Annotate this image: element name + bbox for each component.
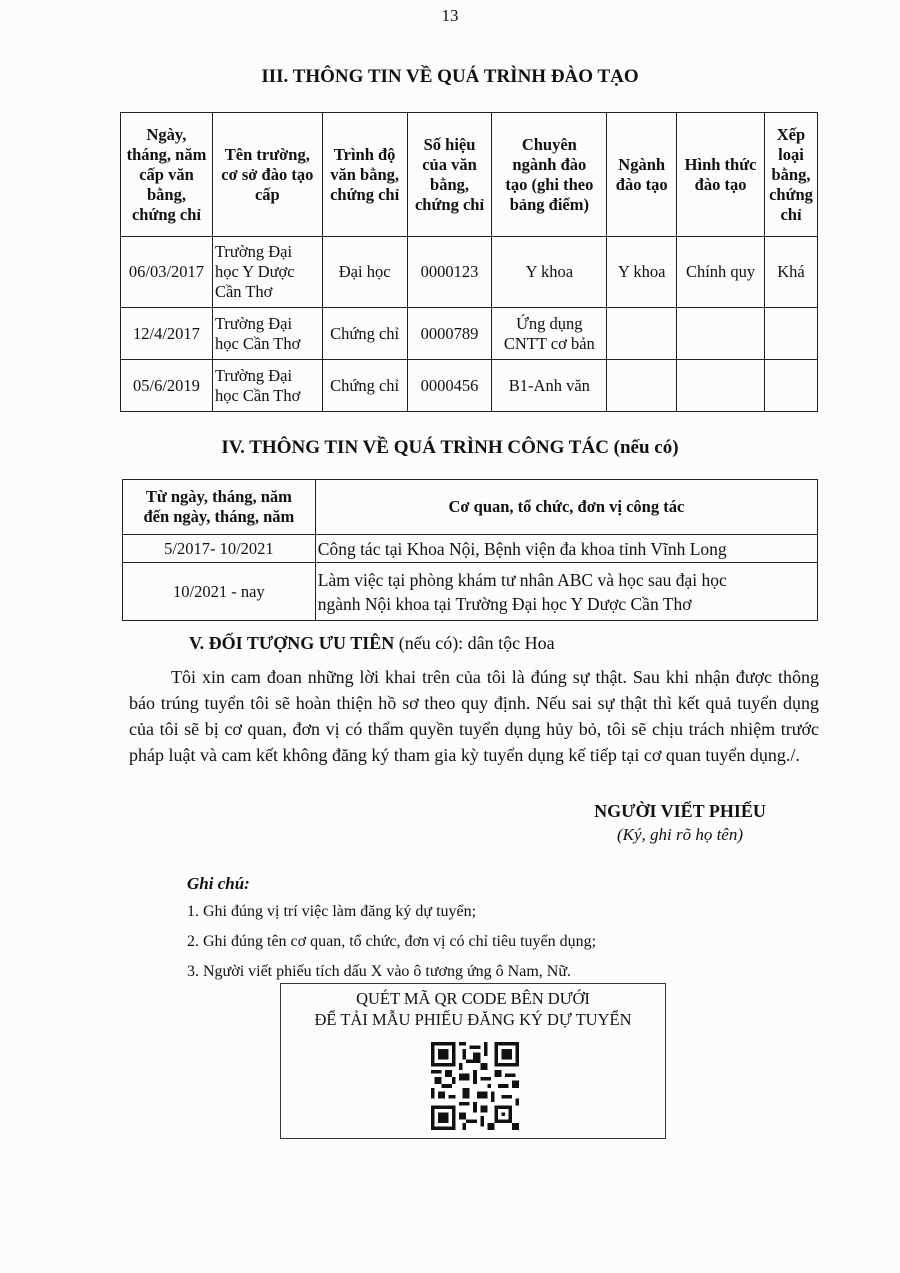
- table-row: [121, 237, 818, 308]
- note-item: 3. Người viết phiếu tích dấu X vào ô tương ứng ô Nam, Nữ.: [187, 963, 571, 980]
- note-item: 2. Ghi đúng tên cơ quan, tổ chức, đơn vị có chỉ tiêu tuyển dụng;: [187, 933, 597, 950]
- table-row: [123, 563, 818, 621]
- cell-organization: Công tác tại Khoa Nội, Bệnh viện đa khoa tỉnh Vĩnh Long: [315, 535, 817, 563]
- cell-school: Trường Đại học Y Dược Cần Thơ: [212, 237, 322, 308]
- priority-value: (nếu có): dân tộc Hoa: [394, 633, 555, 653]
- cell-date: 06/03/2017: [121, 237, 213, 308]
- cell-date: 12/4/2017: [121, 308, 213, 360]
- cell-rank: [764, 360, 817, 412]
- cell-period: 10/2021 - nay: [123, 563, 316, 621]
- training-table: [120, 112, 818, 412]
- note-item: 1. Ghi đúng vị trí việc làm đăng ký dự tuyển;: [187, 903, 477, 920]
- signer-note: (Ký, ghi rõ họ tên): [616, 825, 744, 844]
- header-level: Trình độ văn bằng, chứng chỉ: [322, 113, 407, 237]
- priority-line: [189, 633, 555, 654]
- cell-major: [607, 360, 677, 412]
- header-number: Số hiệu của văn bằng, chứng chỉ: [407, 113, 492, 237]
- cell-school: Trường Đại học Cần Thơ: [212, 308, 322, 360]
- table-row: [123, 535, 818, 563]
- cell-date: 05/6/2019: [121, 360, 213, 412]
- header-form: Hình thức đào tạo: [677, 113, 765, 237]
- work-table: [122, 479, 818, 621]
- qr-caption-line-1: QUÉT MÃ QR CODE BÊN DƯỚI: [356, 989, 590, 1008]
- header-organization: Cơ quan, tổ chức, đơn vị công tác: [315, 480, 817, 535]
- cell-form: Chính quy: [677, 237, 765, 308]
- cell-rank: Khá: [764, 237, 817, 308]
- cell-number: 0000789: [407, 308, 492, 360]
- pledge-paragraph: Tôi xin cam đoan những lời khai trên của tôi là đúng sự thật. Sau khi nhận được thông báo trúng tuyển tôi sẽ hoàn thiện hồ sơ theo quy định. Nếu sai sự thật thì kết quả tuyển dụng của tôi sẽ bị cơ quan, đơn vị có thẩm quyền tuyển dụng hủy bỏ, tôi sẽ chịu trách nhiệm trước pháp luật và cam kết không đăng ký tham gia kỳ tuyển dụng kế tiếp tại cơ quan tuyển dụng./.: [129, 667, 819, 765]
- work-table-header: [123, 480, 818, 535]
- table-row: [121, 360, 818, 412]
- page-number: 13: [441, 6, 459, 25]
- training-table-header: [121, 113, 818, 237]
- cell-number: 0000123: [407, 237, 492, 308]
- cell-rank: [764, 308, 817, 360]
- cell-level: Đại học: [322, 237, 407, 308]
- cell-period: 5/2017- 10/2021: [123, 535, 316, 563]
- qr-code-icon[interactable]: [431, 1042, 519, 1130]
- header-specialty: Chuyên ngành đào tạo (ghi theo bảng điểm): [492, 113, 607, 237]
- header-period: Từ ngày, tháng, năm đến ngày, tháng, năm: [123, 480, 316, 535]
- cell-form: [677, 360, 765, 412]
- work-section-heading: IV. THÔNG TIN VỀ QUÁ TRÌNH CÔNG TÁC (nếu có): [221, 437, 679, 458]
- notes-title: Ghi chú:: [187, 874, 250, 893]
- training-section-heading: III. THÔNG TIN VỀ QUÁ TRÌNH ĐÀO TẠO: [261, 66, 639, 87]
- table-row: [121, 308, 818, 360]
- cell-form: [677, 308, 765, 360]
- cell-major: [607, 308, 677, 360]
- cell-specialty: Ứng dụng CNTT cơ bản: [492, 308, 607, 360]
- cell-organization: Làm việc tại phòng khám tư nhân ABC và học sau đại học ngành Nội khoa tại Trường Đại học Y Dược Cần Thơ: [315, 563, 817, 621]
- qr-box: [280, 983, 666, 1139]
- header-rank: Xếp loại bằng, chứng chỉ: [764, 113, 817, 237]
- header-date: Ngày, tháng, năm cấp văn bằng, chứng chỉ: [121, 113, 213, 237]
- priority-label: V. ĐỐI TƯỢNG ƯU TIÊN: [189, 633, 395, 653]
- header-major: Ngành đào tạo: [607, 113, 677, 237]
- cell-specialty: Y khoa: [492, 237, 607, 308]
- signer-title: NGƯỜI VIẾT PHIẾU: [594, 801, 766, 821]
- cell-school: Trường Đại học Cần Thơ: [212, 360, 322, 412]
- qr-caption-line-2: ĐỂ TẢI MẪU PHIẾU ĐĂNG KÝ DỰ TUYỂN: [314, 1010, 632, 1029]
- cell-level: Chứng chỉ: [322, 360, 407, 412]
- header-school: Tên trường, cơ sở đào tạo cấp: [212, 113, 322, 237]
- cell-major: Y khoa: [607, 237, 677, 308]
- cell-specialty: B1-Anh văn: [492, 360, 607, 412]
- cell-number: 0000456: [407, 360, 492, 412]
- cell-level: Chứng chỉ: [322, 308, 407, 360]
